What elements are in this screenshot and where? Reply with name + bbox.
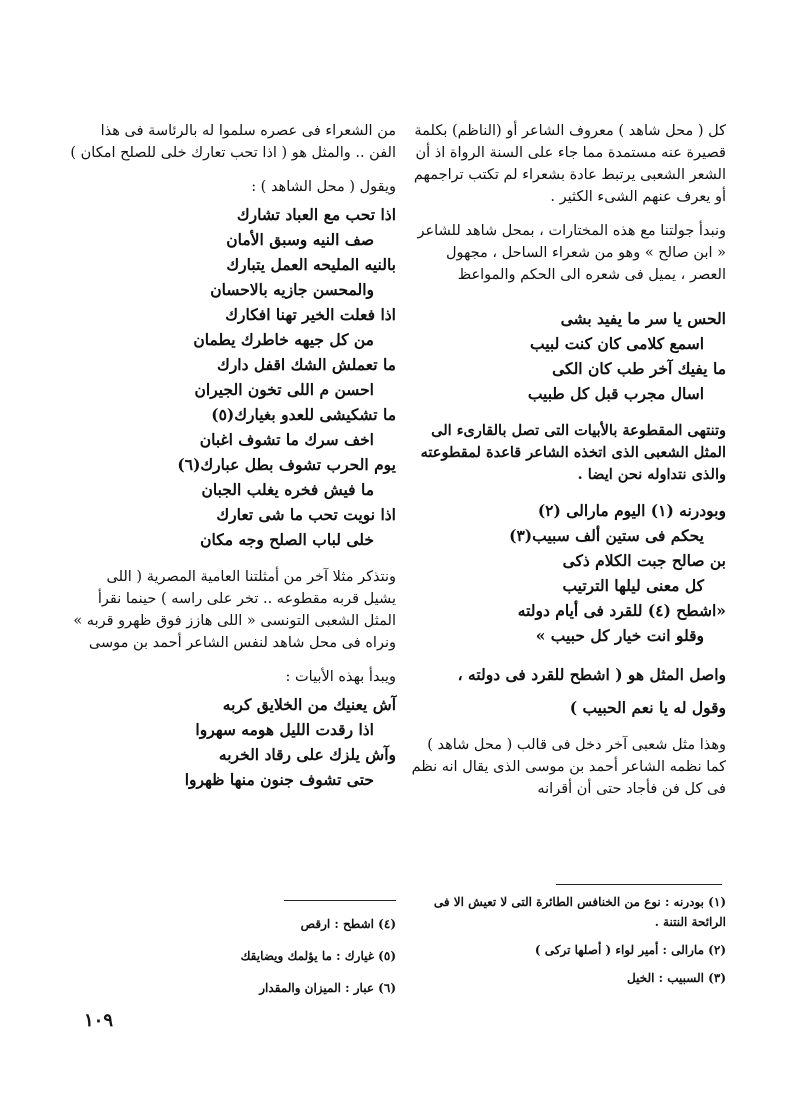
paragraph: ونبدأ جولتنا مع هذه المختارات ، بمحل شاهد للشاعر « ابن صالح » وهو من شعراء الساحل ، مجهول العصر ، يميل فى شعره الى الحكم والمواعظ [417, 223, 726, 283]
verse-line: اسمع كلامى كان كنت لبيب [530, 334, 704, 353]
right-column [408, 120, 726, 812]
verse-line: والمحسن جازيه بالاحسان [210, 280, 374, 299]
footnote: (٣) السبيب : الخيل [627, 971, 726, 985]
verse-line: صف النيه وسبق الأمان [226, 230, 374, 249]
verse-line: اذا تحب مع العباد تشارك [236, 205, 396, 224]
paragraph: ونتذكر مثلا آخر من أمثلتنا العامية المصرية ( اللى يشيل قربه مقطوعه .. تخر على راسه ) حينما نقرأ المثل الشعبى التونسى « اللى هازز فوق ظهرو قربه » ونراه فى محل شاهد لنفس الشاعر أحمد بن موسى [73, 569, 396, 651]
proverb-line: وقول له يا نعم الحبيب ) [569, 698, 726, 717]
footnotes-left [160, 914, 396, 1006]
verse-line: يحكم فى ستين ألف سبيب(٣) [509, 526, 704, 545]
verse-line: كل معنى ليلها الترتيب [562, 576, 704, 595]
footnote: (٢) مارالى : أمير لواء ( أصلها تركى ) [534, 943, 726, 957]
paragraph: ويقول ( محل الشاهد ) : [251, 179, 396, 195]
verse-line: يوم الحرب تشوف بطل عبارك(٦) [177, 455, 396, 474]
footnote: (٤) اشطح : ارقص [300, 917, 396, 931]
verse-line: الحس يا سر ما يفيد بشى [560, 309, 726, 328]
verse-line: اذا نويت تحب ما شى تعارك [216, 505, 396, 524]
paragraph: ويبدأ بهذه الأبيات : [285, 669, 396, 685]
footnote: (٥) غيارك : ما يؤلمك ويضايقك [240, 949, 396, 963]
verse-line: ما يفيك آخر طب كان الكى [552, 359, 726, 378]
paragraph: كل ( محل شاهد ) معروف الشاعر أو (الناظم) بكلمة قصيرة عنه مستمدة مما جاء على السنة الرواة اذ أن الشعر الشعبى يرتبط عادة بشعراء لم تكتب تراجمهم أو يعرف عنهم الشىء الكثير . [413, 123, 726, 205]
verse-line: بالنيه المليحه العمل يتبارك [226, 255, 396, 274]
verse-line: حتى تشوف جنون منها ظهروا [184, 770, 374, 789]
verse-line: خلى لباب الصلح وجه مكان [200, 530, 374, 549]
verse-line: من كل جيهه خاطرك يطمان [193, 330, 374, 349]
left-column [70, 120, 396, 792]
paragraph: وتنتهى المقطوعة بالأبيات التى تصل بالقارىء الى المثل الشعبى الذى اتخذه الشاعر قاعدة لمقطوعته والذى نتداوله نحن ايضا . [420, 422, 726, 483]
footnotes-right [408, 892, 726, 996]
verse-line: اسال مجرب قبل كل طبيب [527, 384, 704, 403]
footnote-divider [556, 884, 722, 885]
verse-line: وقلو انت خيار كل حبيب » [535, 626, 704, 645]
proverb-line: واصل المثل هو ( اشطح للقرد فى دولته ، [457, 665, 726, 684]
verse-line: وبودرنه (١) اليوم مارالى (٢) [537, 501, 726, 520]
footnote: (١) بودرنه : نوع من الخنافس الطائرة التى لا تعيش الا فى الرائحة النتنة . [433, 895, 726, 929]
verse-line: بن صالح جبت الكلام ذكى [562, 551, 726, 570]
page-number: ١٠٩ [84, 1010, 114, 1031]
verse-line: «اشطح (٤) للقرد فى أيام دولته [517, 601, 726, 620]
paragraph: وهذا مثل شعبى آخر دخل فى قالب ( محل شاهد ) كما نظمه الشاعر أحمد بن موسى الذى يقال انه نظم فى كل فن فأجاد حتى أن أقرانه [411, 737, 726, 797]
verse-line: ما تشكيشى للعدو بغيارك(٥) [211, 405, 396, 424]
verse-line: وآش يلزك على رقاد الخربه [218, 745, 396, 764]
verse-line: اذا فعلت الخير تهنا افكارك [225, 305, 396, 324]
paragraph: من الشعراء فى عصره سلموا له بالرئاسة فى هذا الفن .. والمثل هو ( اذا تحب تعارك خلى للصلح امكان ) [70, 123, 396, 161]
footnote-divider [284, 900, 396, 901]
verse-line: آش يعنيك من الخلايق كربه [222, 695, 396, 714]
verse-line: اخف سرك ما تشوف اغبان [199, 430, 374, 449]
verse-line: ما فيش فخره يغلب الجبان [201, 480, 374, 499]
verse-line: احسن م اللى تخون الجيران [194, 380, 374, 399]
footnote: (٦) عبار : الميزان والمقدار [259, 981, 396, 995]
verse-line: اذا رقدت الليل هومه سهروا [195, 720, 374, 739]
verse-line: ما تعملش الشك اقفل دارك [217, 355, 396, 374]
